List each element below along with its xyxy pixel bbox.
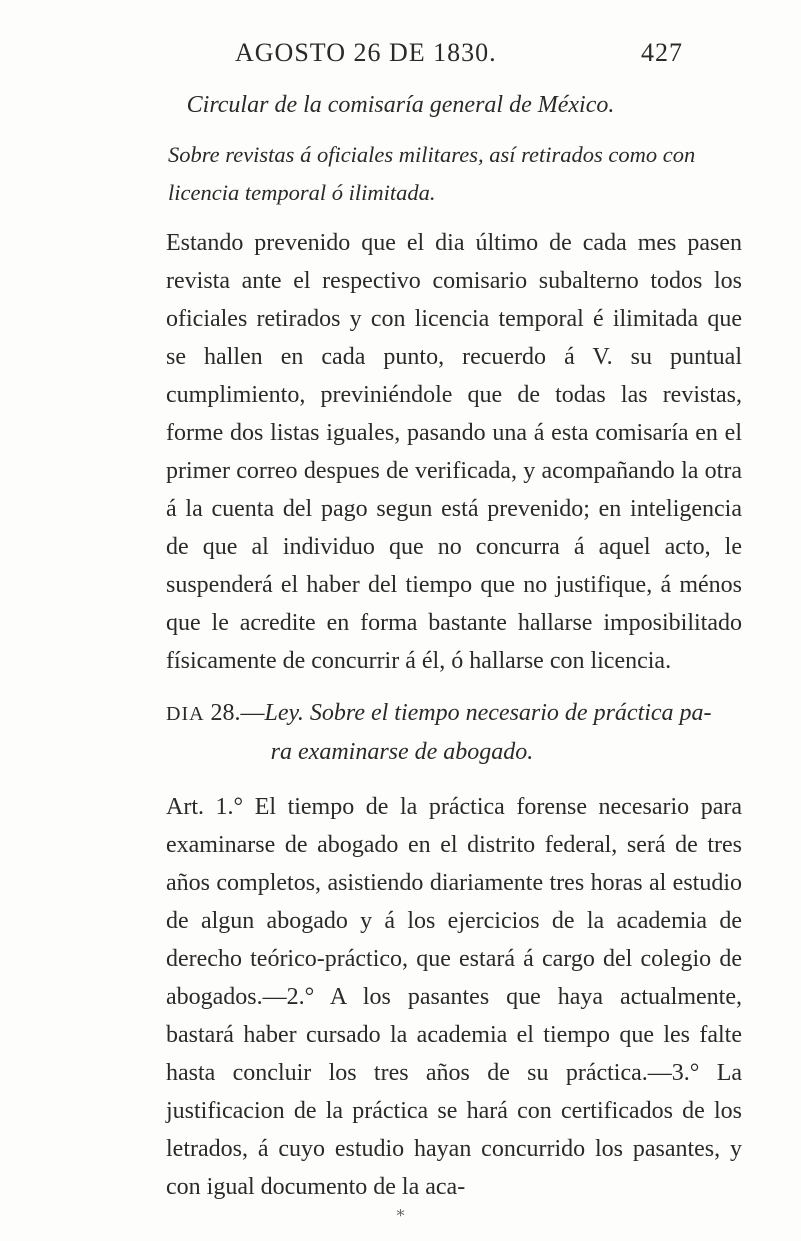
page-header [235,38,683,68]
circular-body-paragraph [122,224,742,680]
circular-title: Circular de la comisaría general de México. [186,92,615,118]
dia-heading [122,694,742,771]
ley-subject-line2: ra examinarse de abogado. [270,739,534,765]
dia-date: 28.— [210,700,265,726]
circular-summary [122,136,722,212]
dia-label: DIA [166,703,205,725]
paragraph-text: Estando prevenido que el dia último de cada mes pasen revista ante el respectivo comisario subalterno todos los oficiales retirados y con licencia temporal é ilimitada que se hallen en cada punto, recuerdo á V. su puntual cumplimiento, previniéndole que de todas las revistas, forme dos listas iguales, pasando una á esta comisaría en el primer correo despues de verificada, y acompañando la otra á la cuenta del pago segun está prevenido; en inteligencia de que al individuo que no concurra á aquel acto, le suspenderá el haber del tiempo que no justifique, á ménos que le acredite en forma bastante hallarse imposibilitado físicamente de concurrir á él, ó hallarse con licencia. [166,230,742,674]
signature-mark: * [396,1206,405,1225]
paragraph-text: Art. 1.° El tiempo de la práctica forense necesario para examinarse de abogado en el distrito federal, será de tres años completos, asistiendo diariamente tres horas al estudio de algun abogado y á los ejercicios de la academia de derecho teórico-práctico, que estará á cargo del colegio de abogados.—2.° A los pasantes que haya actualmente, bastará haber cursado la academia el tiempo que les falte hasta concluir los tres años de su práctica.—3.° La justificacion de la práctica se hará con certificados de los letrados, á cuyo estudio hayan concurrido los pasantes, y con igual documento de la aca- [166,794,742,1200]
ley-body-paragraph [122,788,742,1206]
ley-subject-line1: Sobre el tiempo necesario de práctica pa- [309,700,712,726]
page-number: 427 [641,38,683,67]
running-title: AGOSTO 26 DE 1830. [235,38,497,67]
ley-label: Ley. [264,700,304,726]
summary-text: Sobre revistas á oficiales militares, así retirados como con licencia temporal ó ilimitada. [168,142,696,205]
